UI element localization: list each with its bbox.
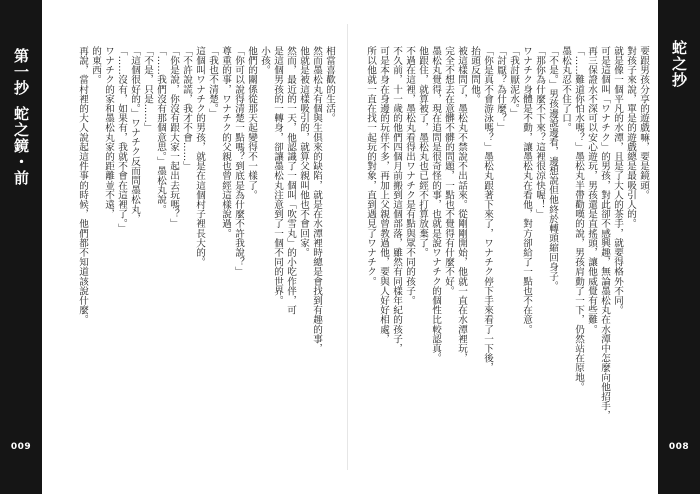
- text-column: 可是這個叫「ワナチク」的男孩，對此卻不感興趣，無論墨松丸在水潭中怎麼向他招手，: [599, 46, 610, 421]
- text-column: 「不是。」男孩邊說邊看，邊想說但他終於轉頭縮回身子。: [547, 46, 558, 291]
- text-column: 「不是，只是……」: [142, 46, 153, 133]
- text-column: 要跟男孩分享的遊戲嘛，要是鏡頭。: [638, 46, 649, 200]
- left-margin-strip: [0, 0, 42, 494]
- text-column: 「我也不清楚。」: [207, 46, 218, 118]
- series-title: 蛇之抄: [670, 40, 688, 88]
- text-column: 「……沒有，如果有，我就不會在這裡了。」: [116, 46, 127, 234]
- text-column: 「……難道你怕水嗎？」墨松丸半帶勸嘆的說，男孩肩動了一下，仍然站在原地。: [573, 46, 584, 392]
- text-column: 「我討厭泥水。」: [508, 46, 519, 118]
- text-column: ワナチク的家和墨松丸家的距離並不遠，: [103, 46, 114, 219]
- page-number-left: 009: [10, 442, 32, 452]
- text-column: 小孩。: [259, 46, 270, 75]
- text-column: 「你是真不會游泳嗎？」墨松丸跟著下來了，ワナチク停下手來看了一下後，: [482, 46, 493, 373]
- text-column: 所以他就一直在找一起玩的對象，直到遇見了ワナチク。: [365, 46, 376, 286]
- text-column: 「……我們沒有那個意思。」墨松丸說。: [155, 46, 166, 214]
- text-column: 再三保證水不深可以安心遊玩，男孩還是直搖頭，讓他威覺有些難。: [586, 46, 597, 334]
- text-column: 「不許說謊，我才不會……」: [181, 46, 192, 171]
- text-column: 「這個很好的。」ワナチク反而問墨松丸，: [129, 46, 140, 224]
- text-column: 相當喜歡的生活。: [324, 46, 335, 123]
- page-gutter: [347, 24, 348, 470]
- text-column: 他就是被這樣吸引的，就算父親叫他也不會回家。: [298, 46, 309, 258]
- text-column: 尊重的事，ワナチク的父親也曾經這樣說過。: [220, 46, 231, 238]
- page-number-right: 008: [668, 442, 690, 452]
- text-column: 再說，當村裡的大人說起這件事的時候，他們都不知道該說什麼。: [77, 46, 88, 325]
- text-column: 完全不想去在意髒不髒的問題，一點也不覺得有什麼不好。: [443, 46, 454, 296]
- page-right-body: [352, 46, 650, 446]
- chapter-label: 第一抄: [12, 48, 30, 96]
- text-column: 抬頭反問他。: [469, 46, 480, 104]
- text-column: 然而，最近的一天，他認識了一個叫「吹雪丸」的小吃作伴，可: [285, 46, 296, 315]
- page-left-body: [46, 46, 336, 446]
- text-column: 「你是說，你沒有跟大家一起出去玩嗎？」: [168, 46, 179, 229]
- text-column: 這個叫ワナチク的男孩，就是在這個村子裡長大的。: [194, 46, 205, 267]
- text-column: 被這樣問了，墨松丸不禁說不出話來。從剛剛開始，他就一直在水潭裡玩，: [456, 46, 467, 363]
- text-column: 就是像一個平凡的水潭，且是了大人的茶手，就要得格外不同。: [612, 46, 623, 315]
- text-column: 不過在這裡，墨松丸看得出ワナチク是有點與眾不同的孩子。: [404, 46, 415, 306]
- text-column: 的東西。: [90, 46, 101, 85]
- text-column: 他跟住，就算被了，墨松丸也已經不打算放棄了。: [417, 46, 428, 258]
- text-column: 然而墨松丸有個與生俱來的缺陷，就是在水潭裡時總是會找到有趣的事，: [311, 46, 322, 354]
- text-column: 是這個男孩的一轉身，卻讓墨松丸注意到了一個不同的世界。: [272, 46, 283, 306]
- text-column: 「討厭？為什麼？」: [495, 46, 506, 133]
- chapter-title: 蛇之鏡・前: [12, 106, 30, 186]
- text-column: 對孩子來說，單是的遊戲總是最吸引人的。: [625, 46, 636, 229]
- text-column: 墨松丸覺得，現在追問是很奇怪的事，也就是說ワナチク的個性比較認真。: [430, 46, 441, 363]
- text-column: 「你可以說得清楚一點嗎？到底是為什麼不許我說？」: [233, 46, 244, 277]
- text-column: 可是本身在身邊的玩伴不多，再加上父親曾教過他，要與人好好相處，: [378, 46, 389, 344]
- text-column: 「那你為什麼不下來？這裡很涼快喔！」: [534, 46, 545, 219]
- text-column: 他們的關係從那天起變得不一樣了。: [246, 46, 257, 200]
- text-column: ワナチク身體是不動，讓墨松丸在看他，對方卻給了一點也不在意。: [521, 46, 532, 334]
- text-column: 不久前，十一歲的他們四個月前搬到這個部落，雖然有同樣年紀的孩子，: [391, 46, 402, 354]
- right-margin-strip: [658, 0, 700, 494]
- text-column: 墨松丸忍不住了口。: [560, 46, 571, 133]
